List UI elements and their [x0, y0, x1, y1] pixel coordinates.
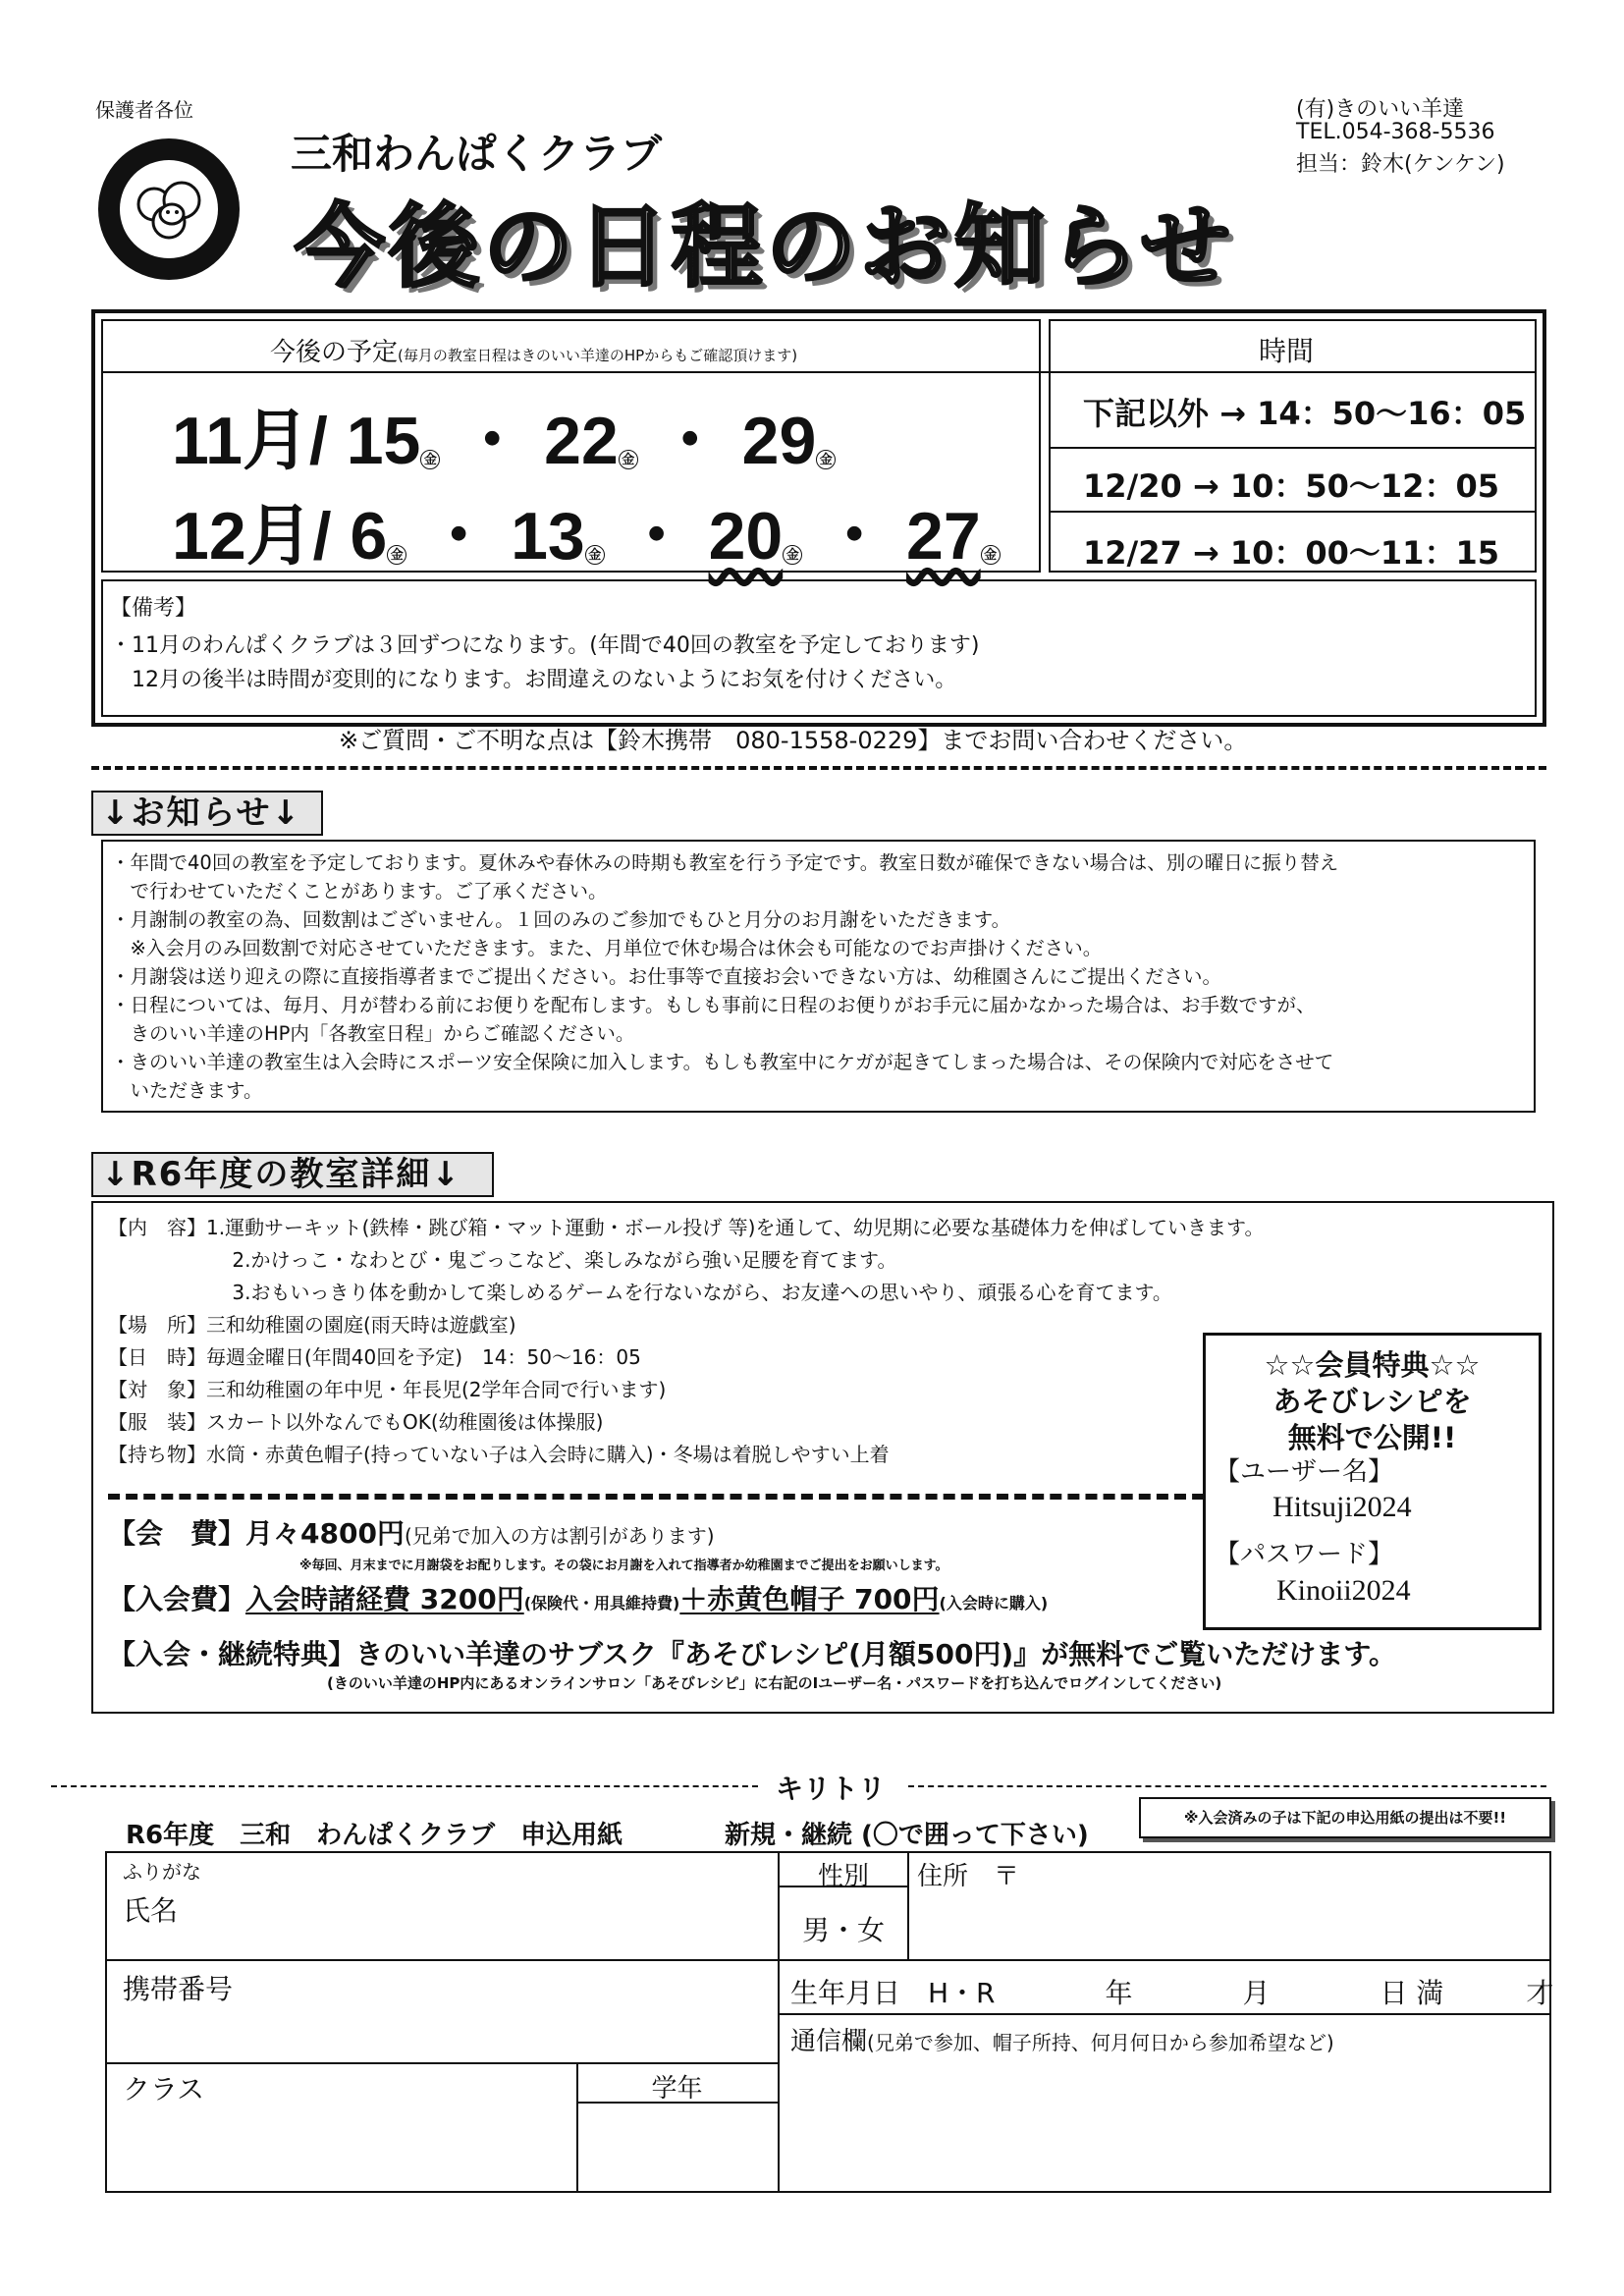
details-banner: ↓R6年度の教室詳細↓ — [91, 1152, 494, 1197]
username-value: Hitsuji2024 — [1272, 1491, 1412, 1523]
page-title: 今後の日程のお知らせ — [295, 194, 1235, 300]
cut-label: キリトリ — [776, 1773, 887, 1805]
friday-mark: 金 — [387, 545, 406, 565]
remarks-line: 12月の後半は時間が変則的になります。お間違えのないようにお気を付けください。 — [110, 668, 957, 692]
address-label: 住所 〒 — [917, 1862, 1020, 1891]
form-type: 新規・継続 (〇で囲って下さい) — [725, 1821, 1089, 1850]
gender-choice[interactable]: 男・女 — [801, 1914, 885, 1946]
notice-line: で行わせていただくことがあります。ご了承ください。 — [111, 880, 608, 902]
cut-line-left — [51, 1785, 758, 1787]
class-field[interactable] — [123, 2068, 569, 2186]
date-sep: ・ — [821, 499, 889, 574]
detail-content-2: 2.かけっこ・なわとび・鬼ごっこなど、楽しみながら強い足腰を育てます。 — [108, 1248, 897, 1272]
detail-datetime: 【日 時】毎週金曜日(年間40回を予定) 14：50〜16：05 — [108, 1345, 641, 1369]
dec-day: 6 — [350, 499, 388, 574]
entry-label: 【入会費】 — [108, 1583, 246, 1615]
grade-field[interactable] — [579, 2106, 774, 2189]
detail-belongings: 【持ち物】水筒・赤黄色帽子(持っていない子は入会時に購入)・冬場は着脱しやすい上着 — [108, 1443, 890, 1466]
friday-mark: 金 — [981, 545, 1001, 565]
notice-line: ※入会月のみ回数割で対応させていただきます。また、月単位で休む場合は休会も可能なのでお声掛けください。 — [111, 937, 1103, 959]
notice-line: ・月謝袋は送り迎えの際に直接指導者までご提出ください。お仕事等で直接お会いできない方は、幼稚園さんにご提出ください。 — [111, 965, 1222, 988]
sheep-logo-icon — [95, 136, 243, 283]
nov-day: 15 — [346, 404, 421, 478]
grade-label: 学年 — [651, 2074, 703, 2104]
notice-line: いただきます。 — [111, 1079, 263, 1102]
notice-line: ・日程については、毎月、月が替わる前にお便りを配布します。もしも事前に日程のお便りがお手元に届かなかった場合は、お手数ですが、 — [111, 994, 1316, 1016]
member-title-2: あそびレシピを — [1272, 1385, 1472, 1418]
schedule-heading — [270, 332, 797, 368]
friday-mark: 金 — [585, 545, 605, 565]
schedule-heading-main: 今後の予定 — [270, 338, 399, 367]
detail-target: 【対 象】三和幼稚園の年中児・年長児(2学年合同で行います) — [108, 1378, 667, 1401]
club-name: 三和わんぱくクラブ — [291, 130, 663, 178]
form-col-divider — [778, 1851, 780, 2193]
nov-day: 22 — [544, 404, 619, 478]
furigana-label: ふりがな — [123, 1860, 201, 1884]
remarks-line: ・11月のわんぱくクラブは３回ずつになります。(年間で40回の教室を予定しております) — [110, 633, 980, 658]
schedule-head-divider — [101, 371, 1537, 373]
date-sep: ・ — [425, 499, 493, 574]
detail-place: 【場 所】三和幼稚園の園庭(雨天時は遊戯室) — [108, 1313, 516, 1337]
notice-line: きのいい羊達のHP内「各教室日程」からご確認ください。 — [111, 1022, 635, 1045]
birthdate-label: 生年月日 H・R 年 月 日 満 才 — [790, 1977, 1554, 2009]
time-divider-2 — [1049, 511, 1537, 513]
logo — [95, 136, 243, 283]
form-gender-divider — [907, 1851, 909, 1959]
member-title-1: ☆☆会員特典☆☆ — [1264, 1348, 1481, 1382]
form-note: ※入会済みの子は下記の申込用紙の提出は不要!! — [1183, 1809, 1507, 1827]
schedule-heading-note: (毎月の教室日程はきのいい羊達のHPからもご確認頂けます) — [398, 347, 798, 364]
time-dec27: 12/27 → 10：00〜11：15 — [1083, 534, 1499, 572]
time-heading: 時間 — [1259, 335, 1315, 367]
remarks-title: 【備考】 — [110, 596, 197, 621]
fee-note: (兄弟で加入の方は割引があります) — [404, 1524, 715, 1548]
date-sep: ・ — [623, 499, 690, 574]
gender-label: 性別 — [817, 1862, 869, 1891]
form-row-divider-1 — [105, 1959, 1551, 1961]
company-tel: TEL.054-368-5536 — [1296, 120, 1495, 144]
notice-line: ・きのいい羊達の教室生は入会時にスポーツ安全保険に加入します。もしも教室中にケガが起きてしまった場合は、その保険内で対応をさせて — [111, 1051, 1334, 1073]
time-dec20: 12/20 → 10：50〜12：05 — [1083, 467, 1499, 505]
cut-line-right — [908, 1785, 1546, 1787]
comments-label: 通信欄 — [790, 2027, 868, 2056]
form-title: R6年度 三和 わんぱくクラブ 申込用紙 — [126, 1821, 623, 1850]
password-label: 【パスワード】 — [1215, 1540, 1394, 1569]
dec-day: 20 — [708, 499, 784, 574]
address-field[interactable] — [917, 1856, 1545, 1954]
entry-note: (保険代・用具維持費) — [523, 1594, 680, 1613]
nov-day: 29 — [741, 404, 817, 478]
password-value: Kinoii2024 — [1276, 1574, 1411, 1607]
perk-note: (きのいい羊達のHP内にあるオンラインサロン「あそびレシピ」に右記のIユーザー名・パスワードを打ち込んでログインしてください) — [327, 1674, 1222, 1692]
addressee: 保護者各位 — [95, 98, 193, 122]
dec-day: 13 — [511, 499, 585, 574]
contact-person: 担当：鈴木(ケンケン) — [1296, 152, 1505, 177]
december-dates — [172, 483, 1001, 578]
inquiry-note: ※ご質問・ご不明な点は【鈴木携帯 080-1558-0229】までお問い合わせください。 — [339, 727, 1248, 754]
hat-note: (入会時に購入) — [939, 1594, 1049, 1613]
form-row-divider-2 — [105, 2062, 778, 2064]
fee-label: 【会 費】月々4800円 — [108, 1517, 405, 1550]
comments-note: (兄弟で参加、帽子所持、何月何日から参加希望など) — [867, 2031, 1334, 2054]
hat-fee: ＋赤黄色帽子 700円 — [679, 1583, 940, 1615]
nov-month: 11月/ — [172, 404, 328, 478]
entry-fee-line — [108, 1578, 1048, 1617]
phone-field[interactable] — [123, 1968, 771, 2056]
entry-fee: 入会時諸経費 3200円 — [245, 1583, 524, 1615]
birth-divider — [778, 2013, 1551, 2015]
detail-content-1: 【内 容】1.運動サーキット(鉄棒・跳び箱・マット運動・ボール投げ 等)を通して、幼児期に必要な基礎体力を伸ばしていきます。 — [108, 1216, 1265, 1239]
name-field[interactable] — [123, 1889, 771, 1948]
dec-day: 27 — [906, 499, 981, 574]
company-name: (有)きのいい羊達 — [1296, 97, 1465, 122]
comments-field[interactable] — [790, 2021, 1546, 2188]
friday-mark: 金 — [420, 450, 440, 469]
time-divider-1 — [1049, 447, 1537, 449]
notice-line: ・年間で40回の教室を予定しております。夏休みや春休みの時期も教室を行う予定です。教室日数が確保できない場合は、別の曜日に振り替え — [111, 851, 1339, 874]
section-separator — [91, 766, 1546, 770]
detail-content-3: 3.おもいっきり体を動かして楽しめるゲームを行ないながら、お友達への思いやり、頑張る心を育てます。 — [108, 1281, 1172, 1304]
perk-line: 【入会・継続特典】きのいい羊達のサブスク『あそびレシピ(月額500円)』が無料でご覧いただけます。 — [108, 1638, 1396, 1670]
date-sep: ・ — [459, 404, 526, 478]
november-dates — [172, 388, 836, 483]
friday-mark: 金 — [783, 545, 802, 565]
friday-mark: 金 — [619, 450, 638, 469]
detail-clothes: 【服 装】スカート以外なんでもOK(幼稚園後は体操服) — [108, 1410, 604, 1434]
details-text — [108, 1212, 1264, 1471]
phone-label: 携帯番号 — [123, 1973, 234, 2005]
notice-line: ・月謝制の教室の為、回数割はございません。１回のみのご参加でもひと月分のお月謝をいただきます。 — [111, 908, 1011, 931]
birthdate-field[interactable] — [790, 1972, 1554, 2011]
member-title-3: 無料で公開!! — [1287, 1421, 1457, 1454]
username-label: 【ユーザー名】 — [1215, 1457, 1394, 1487]
notice-banner: ↓お知らせ↓ — [91, 791, 323, 836]
fee-line — [108, 1512, 715, 1552]
friday-mark: 金 — [816, 450, 836, 469]
date-sep: ・ — [656, 404, 724, 478]
notice-text — [111, 848, 1338, 1105]
class-label: クラス — [123, 2073, 205, 2105]
time-default: 下記以外 → 14：50〜16：05 — [1083, 395, 1527, 432]
name-label: 氏名 — [123, 1894, 179, 1927]
dec-month: 12月/ — [172, 499, 332, 574]
fee-sub-note: ※毎回、月末までに月謝袋をお配りします。その袋にお月謝を入れて指導者か幼稚園までご提出をお願いします。 — [299, 1558, 948, 1573]
